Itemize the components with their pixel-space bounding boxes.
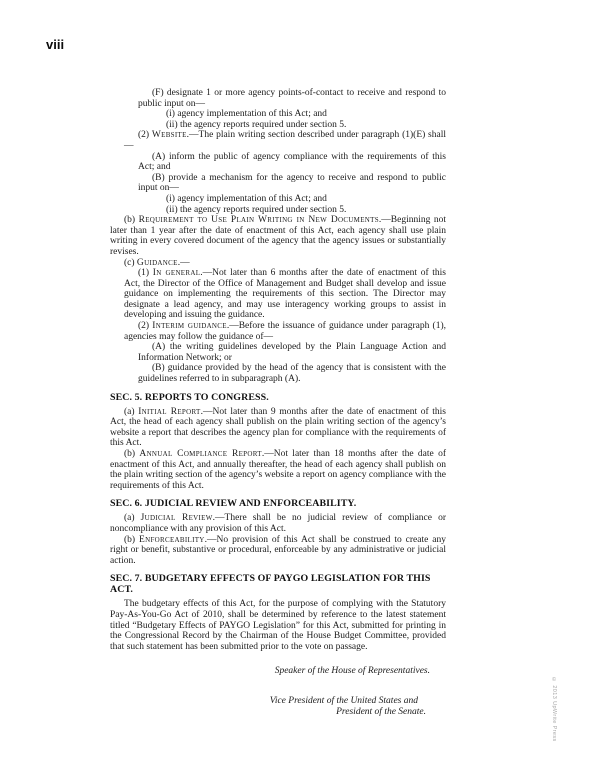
statute-body [110,88,446,717]
enumerator: (a) [124,406,139,417]
section-heading-sec6: SEC. 6. JUDICIAL REVIEW AND ENFORCEABILITY. [110,498,357,510]
paragraph-text: .—The plain writing section described under paragraph (1)(E) shall— [124,130,446,151]
statute-subsection [110,407,446,449]
enumerator: (2) [138,321,153,332]
paragraph-text: .—Not later than 6 months after the date of enactment of this Act, the Director of the Office of Management and Budget shall develop and issue guidance on implementing the requirements of this section. The Director may designate a lead agency, and may use interagency working groups to assist in developing and issuing the guidance. [124,268,446,321]
paragraph-text: .—Before the issuance of guidance under paragraph (1), agencies may follow the guidance of— [124,321,446,342]
paragraph-text: (B) provide a mechanism for the agency to receive and respond to public input on— [138,172,446,194]
small-caps-label: Website [151,130,187,141]
paragraph-text: .—No provision of this Act shall be construed to create any right or benefit, substantive or procedural, enforceable by any administrative or judicial action. [110,534,446,566]
statute-subsection [110,449,446,491]
paragraph-text: .—Not later than 18 months after the date of enactment of this Act, and annually thereafter, the head of each agency shall publish on the plain writing section of the agency’s website a report on agency compliance with the requirements of this Act. [110,449,446,491]
paragraph-text: (B) guidance provided by the head of the agency that is consistent with the guidelines referred to in subparagraph (A). [138,363,446,385]
paragraph-text: (A) the writing guidelines developed by the Plain Language Action and Information Network; or [138,342,446,363]
statute-paragraph [110,321,446,342]
statute-subparagraph [110,152,446,173]
statute-subsection [110,535,446,567]
paragraph-text: .— [177,257,190,268]
small-caps-label: Initial Report [138,406,201,417]
section-heading-sec5: SEC. 5. REPORTS TO CONGRESS. [110,391,269,403]
statute-subsection [110,215,446,257]
enumerator: (2) [138,130,152,141]
statute-subparagraph [110,342,446,363]
statute-paragraph [110,268,446,321]
signature-speaker: Speaker of the House of Representatives. [274,666,430,677]
small-caps-label: Enforceability [139,534,205,545]
enumerator: (1) [138,268,153,279]
copyright-sidebar: © 2013 UpWrite Press [551,677,557,742]
signature-vp-line1: Vice President of the United States and [269,695,418,706]
enumerator: (b) [124,449,140,459]
paragraph-text: .—Beginning not later than 1 year after the date of enactment of this Act, each agency shall use plain writing in every covered document of the agency that the agency issues or substantially revises. [110,215,446,257]
statute-subparagraph [110,173,446,194]
section-heading-sec7: SEC. 7. BUDGETARY EFFECTS OF PAYGO LEGISLATION FOR THIS ACT. [110,573,431,596]
small-caps-label: Interim guidance [152,321,227,332]
signature-vice-president [110,696,446,717]
enumerator: (a) [124,513,141,524]
statute-subsection [110,599,446,652]
statute-subsection [110,258,446,269]
statute-clause [110,120,446,131]
enumerator: (b) [124,215,139,226]
statute-clause [110,194,446,205]
paragraph-text: (i) agency implementation of this Act; and [166,193,327,204]
statute-paragraph [110,130,446,151]
enumerator: (c) [124,257,137,268]
paragraph-text: (A) inform the public of agency compliance with the requirements of this Act; and [138,151,446,173]
signature-vp-line2: President of the Senate. [336,706,426,717]
page-number: viii [46,37,65,52]
statute-subparagraph [110,363,446,384]
small-caps-label: Guidance [136,257,178,268]
statute-clause [110,109,446,120]
small-caps-label: In general [152,268,201,279]
paragraph-text: (i) agency implementation of this Act; and [166,109,327,120]
paragraph-text: (ii) the agency reports required under section 5. [166,204,347,215]
statute-subsection [110,513,446,534]
paragraph-text: (F) designate 1 or more agency points-of-contact to receive and respond to public input on— [138,88,446,109]
paragraph-text: .—There shall be no judicial review of compliance or noncompliance with any provision of this Act. [110,513,447,534]
paragraph-text: The budgetary effects of this Act, for the purpose of complying with the Statutory Pay-As-You-Go Act of 2010, shall be determined by reference to the latest statement titled “Budgetary Effects of PAYGO Legislation” for this Act, submitted for printing in the Congressional Record by the Chairman of the House Budget Committee, provided that such statement has been submitted prior to the vote on passage. [110,599,446,652]
enumerator: (b) [124,534,140,545]
statute-clause [110,205,446,216]
statute-subparagraph [110,88,446,109]
paragraph-text: .—Not later than 9 months after the date of enactment of this Act, the head of each agency shall publish on the plain writing section of the agency’s website a report that describes the agency plan for compliance with the requirements of this Act. [110,406,447,449]
small-caps-label: Requirement to Use Plain Writing in New Documents [138,215,379,226]
small-caps-label: Annual Compliance Report [139,449,262,459]
small-caps-label: Judicial Review [140,513,213,524]
paragraph-text: (ii) the agency reports required under section 5. [166,119,347,130]
